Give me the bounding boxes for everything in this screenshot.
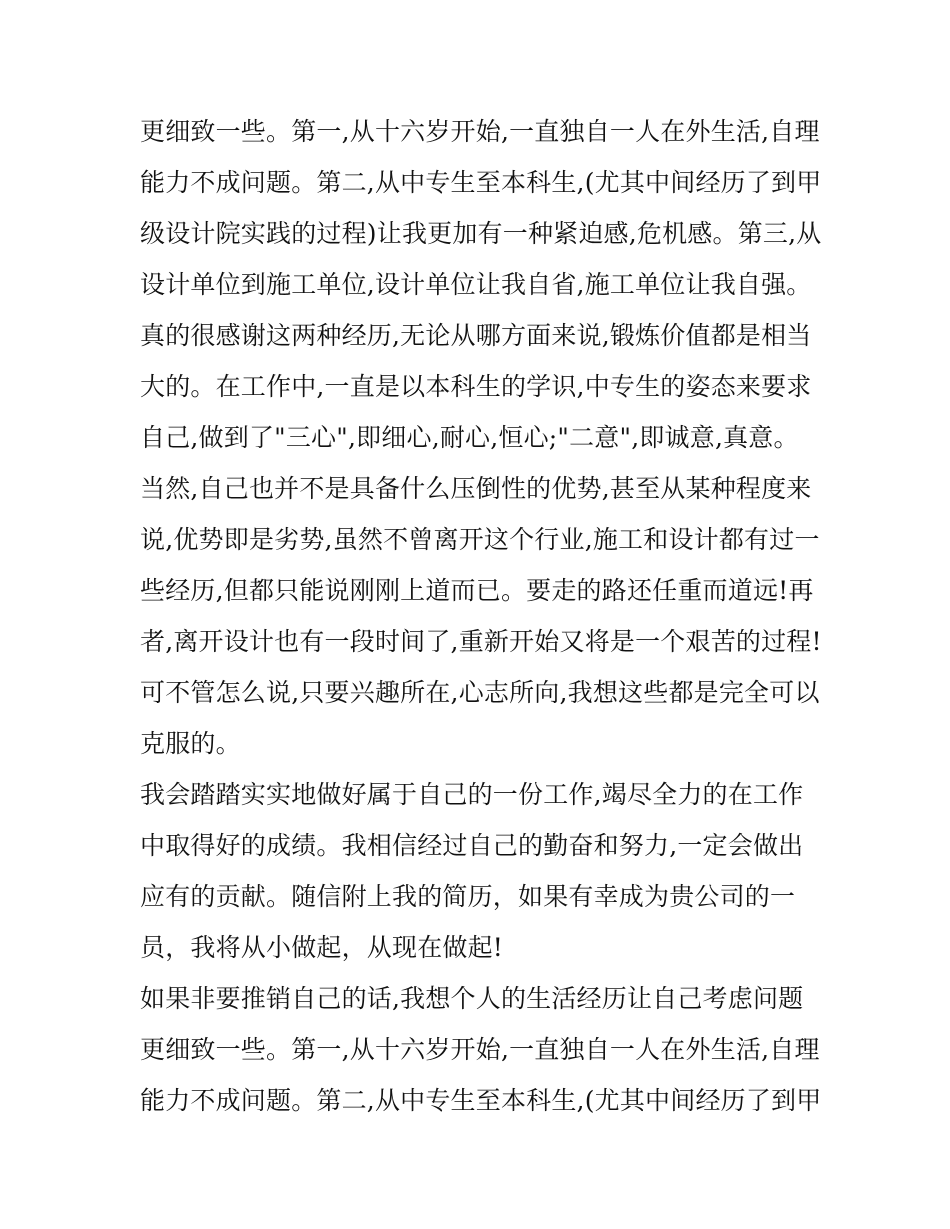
text-line: 如果非要推销自己的话,我想个人的生活经历让自己考虑问题	[140, 984, 804, 1013]
text-line: 员，我将从小做起，从现在做起!	[140, 933, 504, 962]
text-line: 者,离开设计也有一段时间了,重新开始又将是一个艰苦的过程!	[140, 627, 822, 656]
text-line: 说,优势即是劣势,虽然不曾离开这个行业,施工和设计都有过一	[140, 525, 820, 554]
text-line: 更细致一些。第一,从十六岁开始,一直独自一人在外生活,自理	[140, 1035, 820, 1064]
text-line: 能力不成问题。第二,从中专生至本科生,(尤其中间经历了到甲	[140, 168, 822, 197]
text-line: 当然,自己也并不是具备什么压倒性的优势,甚至从某种程度来	[140, 474, 812, 503]
text-line: 自己,做到了"三心",即细心,耐心,恒心;"二意",即诚意,真意。	[140, 423, 799, 452]
text-line: 设计单位到施工单位,设计单位让我自省,施工单位让我自强。	[140, 270, 812, 299]
text-line: 真的很感谢这两种经历,无论从哪方面来说,锻炼价值都是相当	[140, 321, 812, 350]
text-line: 些经历,但都只能说刚刚上道而已。要走的路还任重而道远!再	[140, 576, 814, 605]
text-line: 大的。在工作中,一直是以本科生的学识,中专生的姿态来要求	[140, 372, 812, 401]
text-line: 应有的贡献。随信附上我的简历，如果有幸成为贵公司的一	[140, 882, 796, 911]
text-line: 更细致一些。第一,从十六岁开始,一直独自一人在外生活,自理	[140, 117, 820, 146]
body-text	[140, 106, 820, 1126]
text-line: 能力不成问题。第二,从中专生至本科生,(尤其中间经历了到甲	[140, 1086, 822, 1115]
text-line: 可不管怎么说,只要兴趣所在,心志所向,我想这些都是完全可以	[140, 678, 820, 707]
text-line: 克服的。	[140, 729, 241, 758]
text-line: 中取得好的成绩。我相信经过自己的勤奋和努力,一定会做出	[140, 831, 804, 860]
text-line: 我会踏踏实实地做好属于自己的一份工作,竭尽全力的在工作	[140, 780, 804, 809]
text-line: 级设计院实践的过程)让我更加有一种紧迫感,危机感。第三,从	[140, 219, 822, 248]
